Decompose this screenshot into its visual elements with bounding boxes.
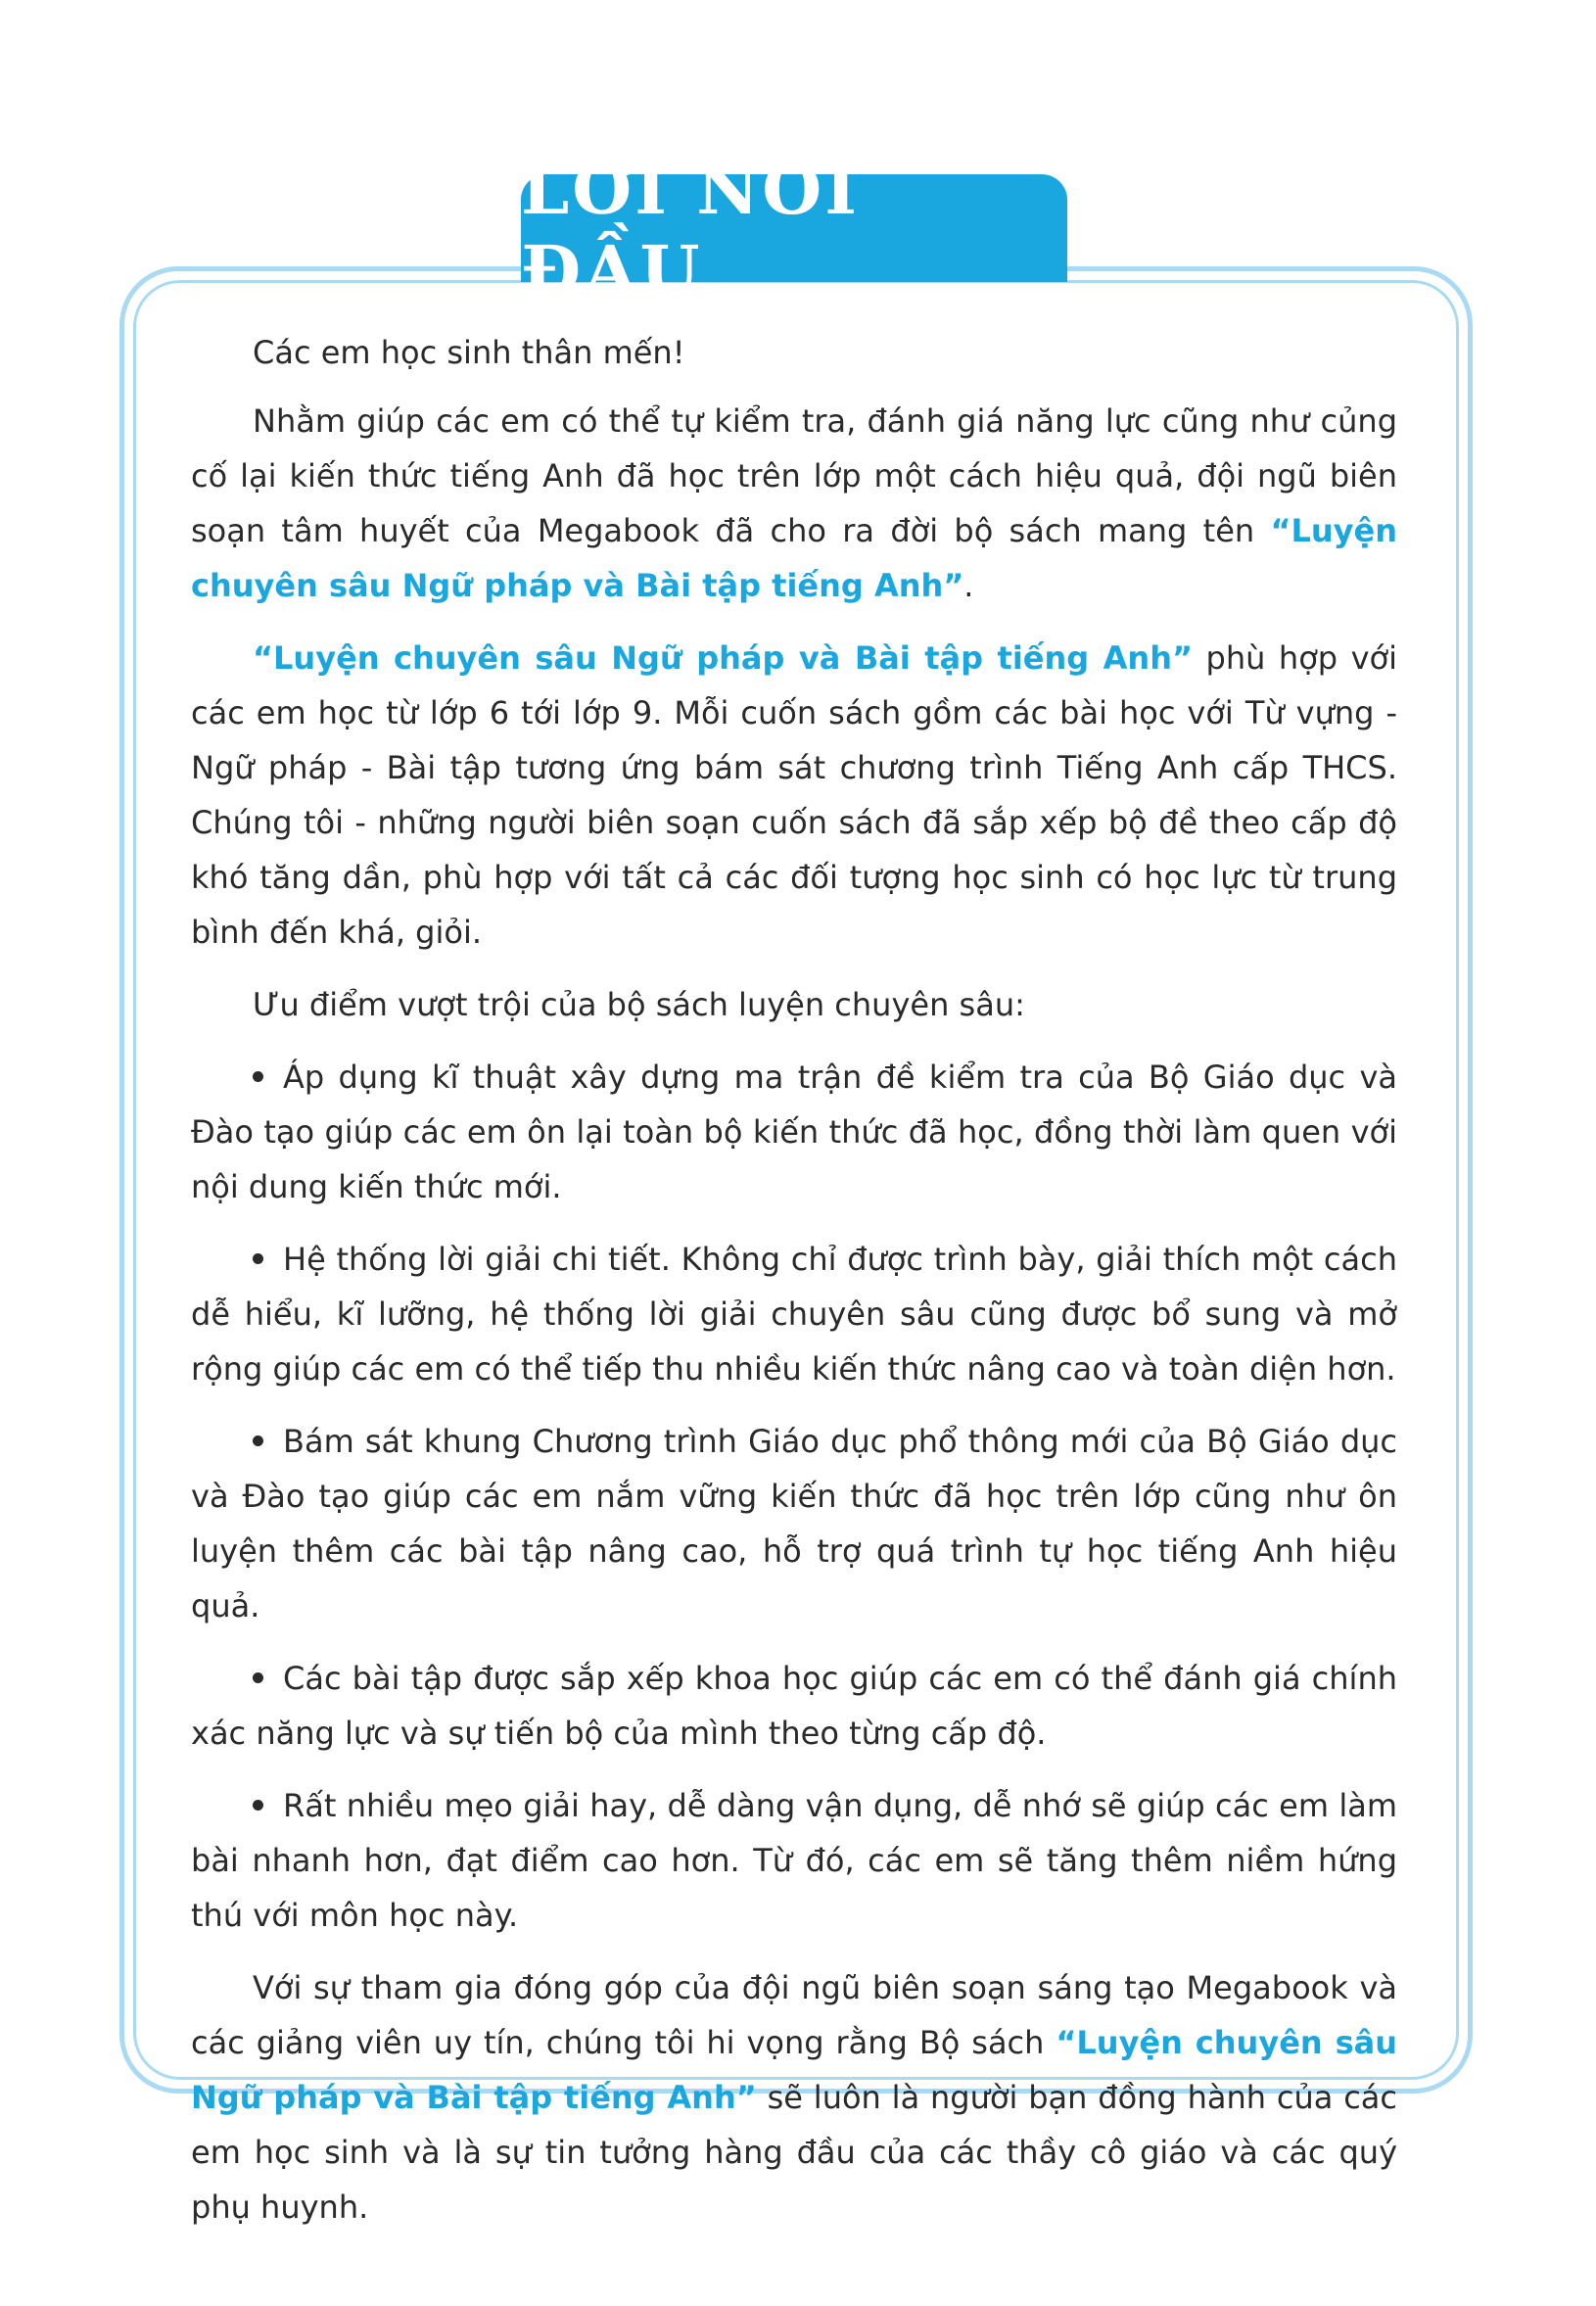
closing-paragraph <box>191 1960 1397 2235</box>
book-title-highlight: “Luyện chuyên sâu Ngữ pháp và Bài tập tiếng Anh” <box>191 2024 1397 2116</box>
bullet-icon <box>253 1071 263 1082</box>
bullet-item <box>191 1651 1397 1761</box>
bullet-text: Rất nhiều mẹo giải hay, dễ dàng vận dụng, dễ nhớ sẽ giúp các em làm bài nhanh hơn, đạt điểm cao hơn. Từ đó, các em sẽ tăng thêm niềm hứng thú với môn học này. <box>191 1787 1397 1934</box>
bullet-item <box>191 1414 1397 1633</box>
book-title-highlight: “Luyện chuyên sâu Ngữ pháp và Bài tập tiếng Anh” <box>191 512 1397 604</box>
bullet-text: Bám sát khung Chương trình Giáo dục phổ thông mới của Bộ Giáo dục và Đào tạo giúp các em nắm vững kiến thức đã học trên lớp cũng như ôn luyện thêm các bài tập nâng cao, hỗ trợ quá trình tự học tiếng Anh hiệu quả. <box>191 1423 1397 1624</box>
page-title: LỜI NÓI ĐẦU <box>521 149 861 311</box>
intro-paragraph <box>191 394 1397 613</box>
intro-text: Nhằm giúp các em có thể tự kiểm tra, đánh giá năng lực cũng như củng cố lại kiến thức tiếng Anh đã học trên lớp một cách hiệu quả, đội ngũ biên soạn tâm huyết của Megabook đã cho ra đời bộ sách mang tên <box>191 402 1397 549</box>
title-tab <box>521 149 1067 311</box>
bullet-item <box>191 1050 1397 1214</box>
intro-text-end: . <box>963 567 974 604</box>
description-paragraph <box>191 631 1397 960</box>
bullet-text: Hệ thống lời giải chi tiết. Không chỉ được trình bày, giải thích một cách dễ hiểu, kĩ lưỡng, hệ thống lời giải chuyên sâu cũng được bổ sung và mở rộng giúp các em có thể tiếp thu nhiều kiến thức nâng cao và toàn diện hơn. <box>191 1241 1397 1388</box>
bullet-icon <box>253 1800 263 1811</box>
bullet-item <box>191 1778 1397 1943</box>
bullet-text: Các bài tập được sắp xếp khoa học giúp các em có thể đánh giá chính xác năng lực và sự tiến bộ của mình theo từng cấp độ. <box>191 1660 1397 1752</box>
closing-text: Với sự tham gia đóng góp của đội ngũ biên soạn sáng tạo Megabook và các giảng viên uy tín, chúng tôi hi vọng rằng Bộ sách <box>191 1969 1397 2061</box>
greeting: Các em học sinh thân mến! <box>253 334 685 371</box>
closing-text-end: sẽ luôn là người bạn đồng hành của các em học sinh và là sự tin tưởng hàng đầu của các thầy cô giáo và các quý phụ huynh. <box>191 2079 1397 2226</box>
bullet-icon <box>253 1253 263 1264</box>
bullet-icon <box>253 1435 263 1446</box>
description-text: phù hợp với các em học từ lớp 6 tới lớp 9. Mỗi cuốn sách gồm các bài học với Từ vựng - Ngữ pháp - Bài tập tương ứng bám sát chương trình Tiếng Anh cấp THCS. Chúng tôi - những người biên soạn cuốn sách đã sắp xếp bộ đề theo cấp độ khó tăng dần, phù hợp với tất cả các đối tượng học sinh có học lực từ trung bình đến khá, giỏi. <box>191 639 1398 951</box>
bullet-text: Áp dụng kĩ thuật xây dựng ma trận đề kiểm tra của Bộ Giáo dục và Đào tạo giúp các em ôn lại toàn bộ kiến thức đã học, đồng thời làm quen với nội dung kiến thức mới. <box>191 1059 1397 1205</box>
advantages-intro: Ưu điểm vượt trội của bộ sách luyện chuyên sâu: <box>253 986 1025 1023</box>
bullet-item <box>191 1232 1397 1396</box>
bullet-icon <box>253 1672 263 1683</box>
preface-content <box>191 325 1397 2252</box>
book-title-highlight: “Luyện chuyên sâu Ngữ pháp và Bài tập tiếng Anh” <box>253 639 1194 677</box>
